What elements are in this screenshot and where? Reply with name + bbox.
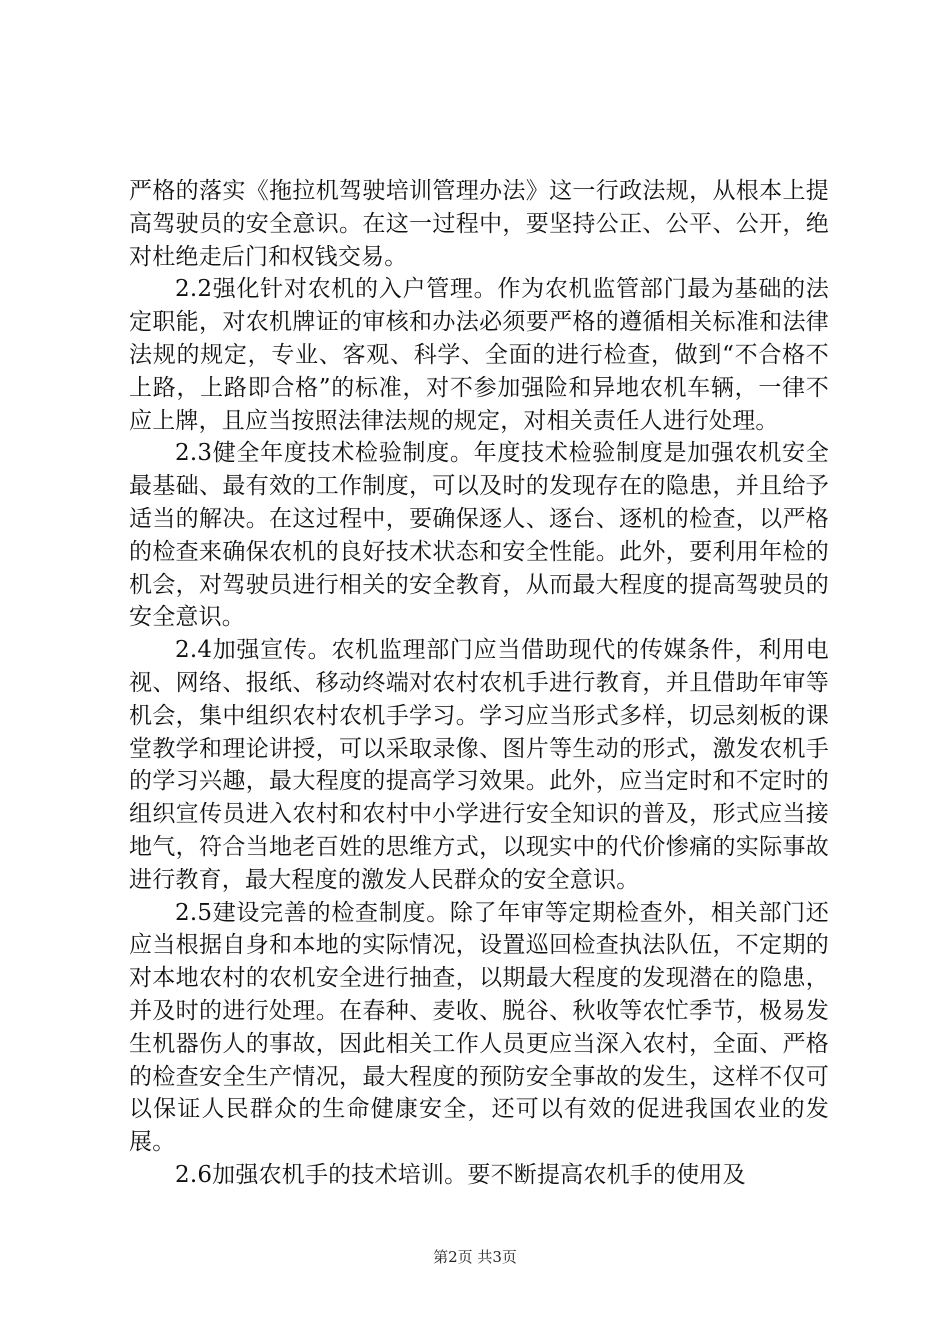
paragraph-section-2-2: 2.2强化针对农机的入户管理。作为农机监管部门最为基础的法定职能，对农机牌证的审核和办法必须要严格的遵循相关标准和法律法规的规定，专业、客观、科学、全面的进行检查，做到“不合格不上路，上路即合格”的标准，对不参加强险和异地农机车辆，一律不应上牌，且应当按照法律法规的规定，对相关责任人进行处理。 [129,276,829,434]
document-body [129,175,829,1192]
paragraph-section-2-6: 2.6加强农机手的技术培训。要不断提高农机手的使用及 [175,1161,746,1188]
paragraph-section-2-4: 2.4加强宣传。农机监理部门应当借助现代的传媒条件，利用电视、网络、报纸、移动终端对农村农机手进行教育，并且借助年审等机会，集中组织农村农机手学习。学习应当形式多样，切忌刻板的课堂教学和理论讲授，可以采取录像、图片等生动的形式，激发农机手的学习兴趣，最大程度的提高学习效果。此外，应当定时和不定时的组织宣传员进入农村和农村中小学进行安全知识的普及，形式应当接地气，符合当地老百姓的思维方式，以现实中的代价惨痛的实际事故进行教育，最大程度的激发人民群众的安全意识。 [129,637,829,893]
paragraph-continuation: 严格的落实《拖拉机驾驶培训管理办法》这一行政法规，从根本上提高驾驶员的安全意识。在这一过程中，要坚持公正、公平、公开，绝对杜绝走后门和权钱交易。 [129,178,829,270]
paragraph-section-2-3: 2.3健全年度技术检验制度。年度技术检验制度是加强农机安全最基础、最有效的工作制度，可以及时的发现存在的隐患，并且给予适当的解决。在这过程中，要确保逐人、逐台、逐机的检查，以严格的检查来确保农机的良好技术状态和安全性能。此外，要利用年检的机会，对驾驶员进行相关的安全教育，从而最大程度的提高驾驶员的安全意识。 [129,440,829,631]
paragraph-section-2-5: 2.5建设完善的检查制度。除了年审等定期检查外，相关部门还应当根据自身和本地的实际情况，设置巡回检查执法队伍，不定期的对本地农村的农机安全进行抽查，以期最大程度的发现潜在的隐患，并及时的进行处理。在春种、麦收、脱谷、秋收等农忙季节，极易发生机器伤人的事故，因此相关工作人员更应当深入农村，全面、严格的检查安全生产情况，最大程度的预防安全事故的发生，这样不仅可以保证人民群众的生命健康安全，还可以有效的促进我国农业的发展。 [129,899,829,1156]
page-number-footer: 第2页 共3页 [433,1248,517,1266]
